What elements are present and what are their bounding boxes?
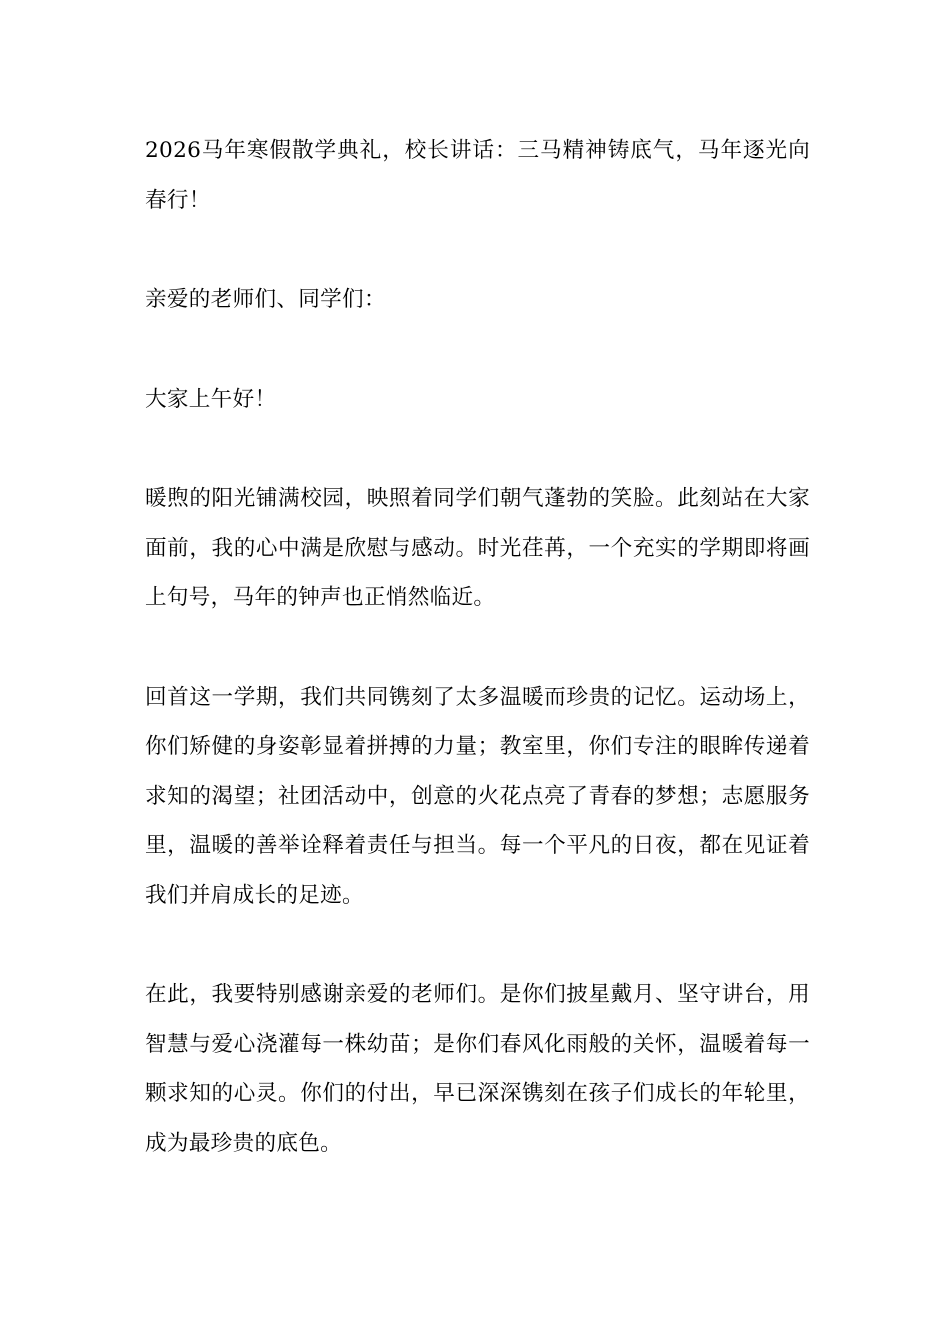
paragraph-thanks-teachers: 在此，我要特别感谢亲爱的老师们。是你们披星戴月、坚守讲台，用智慧与爱心浇灌每一株幼苗；是你们春风化雨般的关怀，温暖着每一颗求知的心灵。你们的付出，早已深深镌刻在孩子们成长的年轮里，成为最珍贵的底色。	[145, 982, 810, 1156]
paragraph-intro: 暖煦的阳光铺满校园，映照着同学们朝气蓬勃的笑脸。此刻站在大家面前，我的心中满是欣慰与感动。时光荏苒，一个充实的学期即将画上句号，马年的钟声也正悄然临近。	[145, 486, 810, 610]
document-title: 2026马年寒假散学典礼，校长讲话：三马精神铸底气，马年逐光向春行！	[145, 138, 810, 213]
paragraph-greeting: 亲爱的老师们、同学们：	[145, 287, 386, 312]
document-body	[145, 126, 810, 1218]
paragraph-review: 回首这一学期，我们共同镌刻了太多温暖而珍贵的记忆。运动场上，你们矫健的身姿彰显着拼搏的力量；教室里，你们专注的眼眸传递着求知的渴望；社团活动中，创意的火花点亮了青春的梦想；志愿服务里，温暖的善举诠释着责任与担当。每一个平凡的日夜，都在见证着我们并肩成长的足迹。	[145, 684, 810, 908]
paragraph-salutation: 大家上午好！	[145, 386, 277, 412]
